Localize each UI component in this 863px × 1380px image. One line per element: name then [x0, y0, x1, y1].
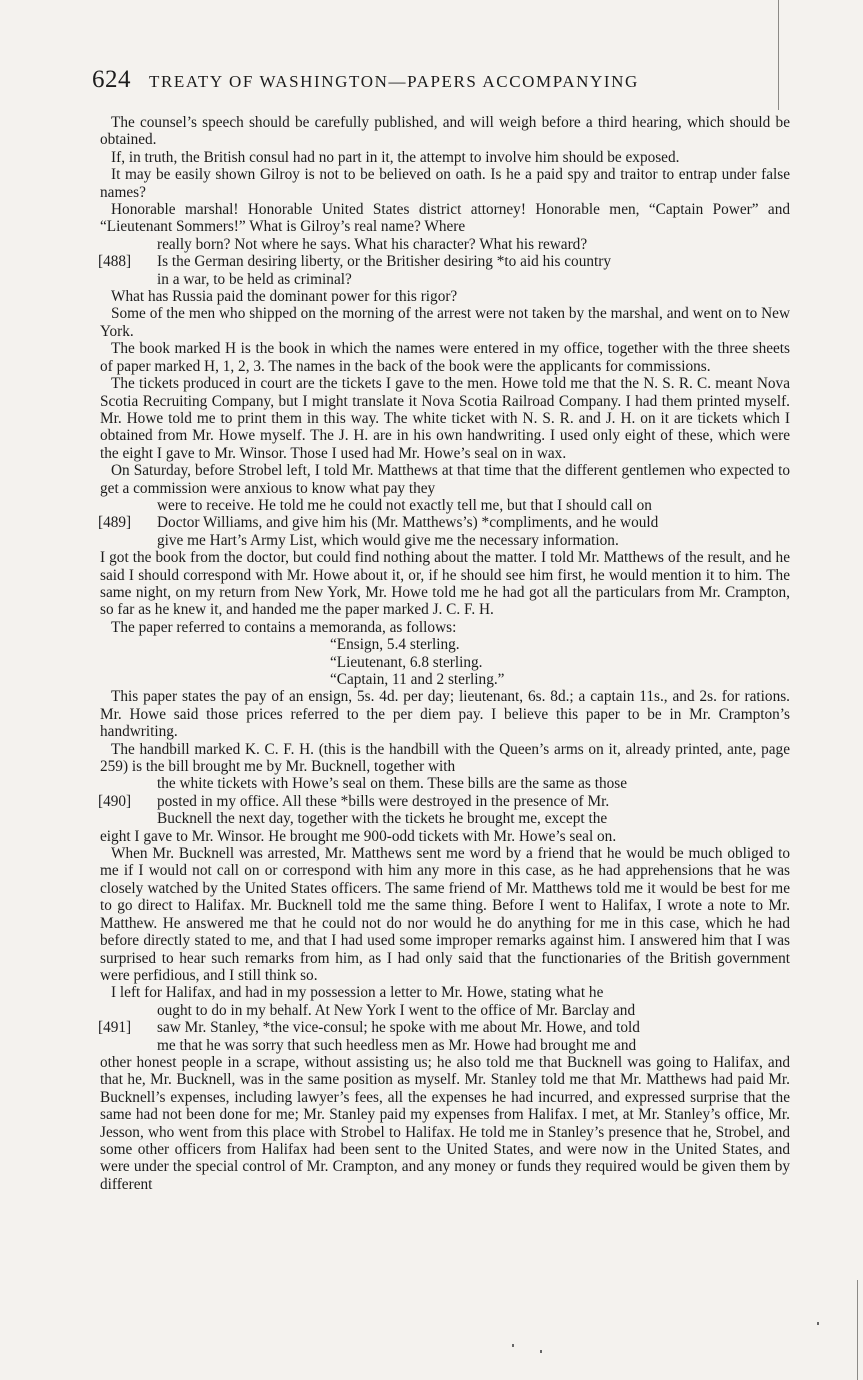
paragraph-continuation: give me Hart’s Army List, which would give me the necessary information.	[157, 531, 619, 549]
paragraph: This paper states the pay of an ensign, 5s. 4d. per day; lieutenant, 6s. 8d.; a captain 11s., and 2s. for rations. Mr. Howe said those prices referred to the per diem pay. I believe this paper to be in Mr. Crampton’s handwriting.	[100, 688, 790, 741]
paragraph-continuation: saw Mr. Stanley, *the vice-consul; he spoke with me about Mr. Howe, and told	[157, 1019, 640, 1037]
page-marker: [491]	[98, 1019, 132, 1037]
paragraph: I left for Halifax, and had in my possession a letter to Mr. Howe, stating what he	[111, 984, 604, 1002]
paragraph-continuation: really born? Not where he says. What his character? What his reward?	[157, 235, 588, 253]
running-title: TREATY OF WASHINGTON—PAPERS ACCOMPANYING	[149, 72, 639, 91]
paragraph: If, in truth, the British consul had no part in it, the attempt to involve him should be exposed.	[111, 148, 680, 166]
paragraph: What has Russia paid the dominant power for this rigor?	[111, 288, 458, 306]
memoranda-line: “Captain, 11 and 2 sterling.”	[330, 671, 505, 688]
paragraph: When Mr. Bucknell was arrested, Mr. Matthews sent me word by a friend that he would be much obliged to me if I would not call on or correspond with him any more in this case, as he had apprehensions that he was closely watched by the United States officers. The same friend of Mr. Matthews told me it would be best for me to go direct to Halifax. Mr. Bucknell told me the same thing. Before I went to Halifax, I wrote a note to Mr. Matthew. He answered me that he could not do nor would he do anything for me in this case, which he had before directly stated to me, and that I had used some improper remarks against him. I answered him that I was surprised to hear such remarks from him, as I had only said that the functionaries of the British government were perfidious, and I still think so.	[100, 845, 790, 984]
paragraph: The paper referred to contains a memoranda, as follows:	[111, 618, 457, 636]
running-header	[92, 66, 792, 100]
paragraph-continuation: Doctor Williams, and give him his (Mr. Matthews’s) *compliments, and he would	[157, 514, 659, 532]
page-number: 624	[92, 66, 131, 93]
page-marker: [489]	[98, 514, 132, 532]
paragraph: The counsel’s speech should be carefully published, and will weigh before a third hearing, which should be obtained.	[100, 114, 790, 149]
paragraph: The tickets produced in court are the tickets I gave to the men. Howe told me that the N. S. R. C. meant Nova Scotia Recruiting Company, but I might translate it Nova Scotia Railroad Company. I had them printed myself. Mr. Howe told me to print them in this way. The white ticket with N. S. R. and J. H. on it are tickets which I obtained from Mr. Howe myself. The J. H. are in his own handwriting. I used only eight of these, which were the eight I gave to Mr. Winsor. Those I used had Mr. Howe’s seal on in wax.	[100, 375, 790, 462]
paragraph-continuation: other honest people in a scrape, without assisting us; he also told me that Bucknell was going to Halifax, and that he, Mr. Bucknell, was in the same position as myself. Mr. Stanley told me that Mr. Matthews had paid Mr. Bucknell’s expenses, including lawyer’s fees, all the expenses he had incurred, and expressed surprise that the same had not been done for me; Mr. Stanley paid my expenses from Halifax. I met, at Mr. Stanley’s office, Mr. Jesson, who went from this place with Strobel to Halifax. He told me in Stanley’s presence that he, Strobel, and some other officers from Halifax had been sent to the United States, and were now in the United States, and were under the special control of Mr. Crampton, and any money or funds they required would be given them by different	[100, 1053, 790, 1193]
print-speck	[540, 1350, 542, 1353]
paragraph-continuation: Bucknell the next day, together with the tickets he brought me, except the	[157, 810, 608, 828]
paragraph: On Saturday, before Strobel left, I told Mr. Matthews at that time that the different gentlemen who expected to get a commission were anxious to know what pay they	[100, 462, 790, 497]
memoranda-line: “Ensign, 5.4 sterling.	[330, 636, 460, 654]
paragraph: It may be easily shown Gilroy is not to be believed on oath. Is he a paid spy and traitor to entrap under false names?	[100, 166, 790, 201]
paragraph: The book marked H is the book in which the names were entered in my office, together with the three sheets of paper marked H, 1, 2, 3. The names in the back of the book were the applicants for commissions.	[100, 340, 790, 375]
paragraph: Is the German desiring liberty, or the Britisher desiring *to aid his country	[157, 253, 611, 271]
paragraph-continuation: I got the book from the doctor, but could find nothing about the matter. I told Mr. Matthews of the result, and he said I should correspond with Mr. Howe about it, or, if he should see him first, he would mention it to him. The same night, on my return from New York, Mr. Howe told me he had got all the particulars from Mr. Crampton, so far as he knew it, and handed me the paper marked J. C. F. H.	[100, 549, 790, 619]
paragraph-continuation: me that he was sorry that such heedless men as Mr. Howe had brought me and	[157, 1036, 637, 1054]
paragraph-continuation: the white tickets with Howe’s seal on them. These bills are the same as those	[157, 775, 627, 793]
page-marker: [488]	[98, 253, 132, 271]
paragraph-continuation: posted in my office. All these *bills were destroyed in the presence of Mr.	[157, 792, 610, 810]
body-text	[100, 114, 790, 1193]
paragraph-continuation: were to receive. He told me he could not exactly tell me, but that I should call on	[157, 496, 652, 514]
print-speck	[512, 1344, 514, 1347]
paragraph-continuation: ought to do in my behalf. At New York I went to the office of Mr. Barclay and	[157, 1001, 636, 1019]
paragraph: The handbill marked K. C. F. H. (this is the handbill with the Queen’s arms on it, already printed, ante, page 259) is the bill brought me by Mr. Bucknell, together with	[100, 740, 790, 776]
paragraph-continuation: in a war, to be held as criminal?	[157, 270, 352, 288]
print-speck	[817, 1322, 819, 1325]
paragraph: Honorable marshal! Honorable United States district attorney! Honorable men, “Captain Power” and “Lieutenant Sommers!” What is Gilroy’s real name? Where	[100, 201, 790, 236]
memoranda-line: “Lieutenant, 6.8 sterling.	[330, 653, 483, 671]
paragraph: Some of the men who shipped on the morning of the arrest were not taken by the marshal, and went on to New York.	[100, 305, 790, 340]
page-edge-line	[857, 1280, 858, 1380]
page-marker: [490]	[98, 792, 132, 810]
paragraph-continuation: eight I gave to Mr. Winsor. He brought me 900-odd tickets with Mr. Howe’s seal on.	[100, 827, 617, 845]
